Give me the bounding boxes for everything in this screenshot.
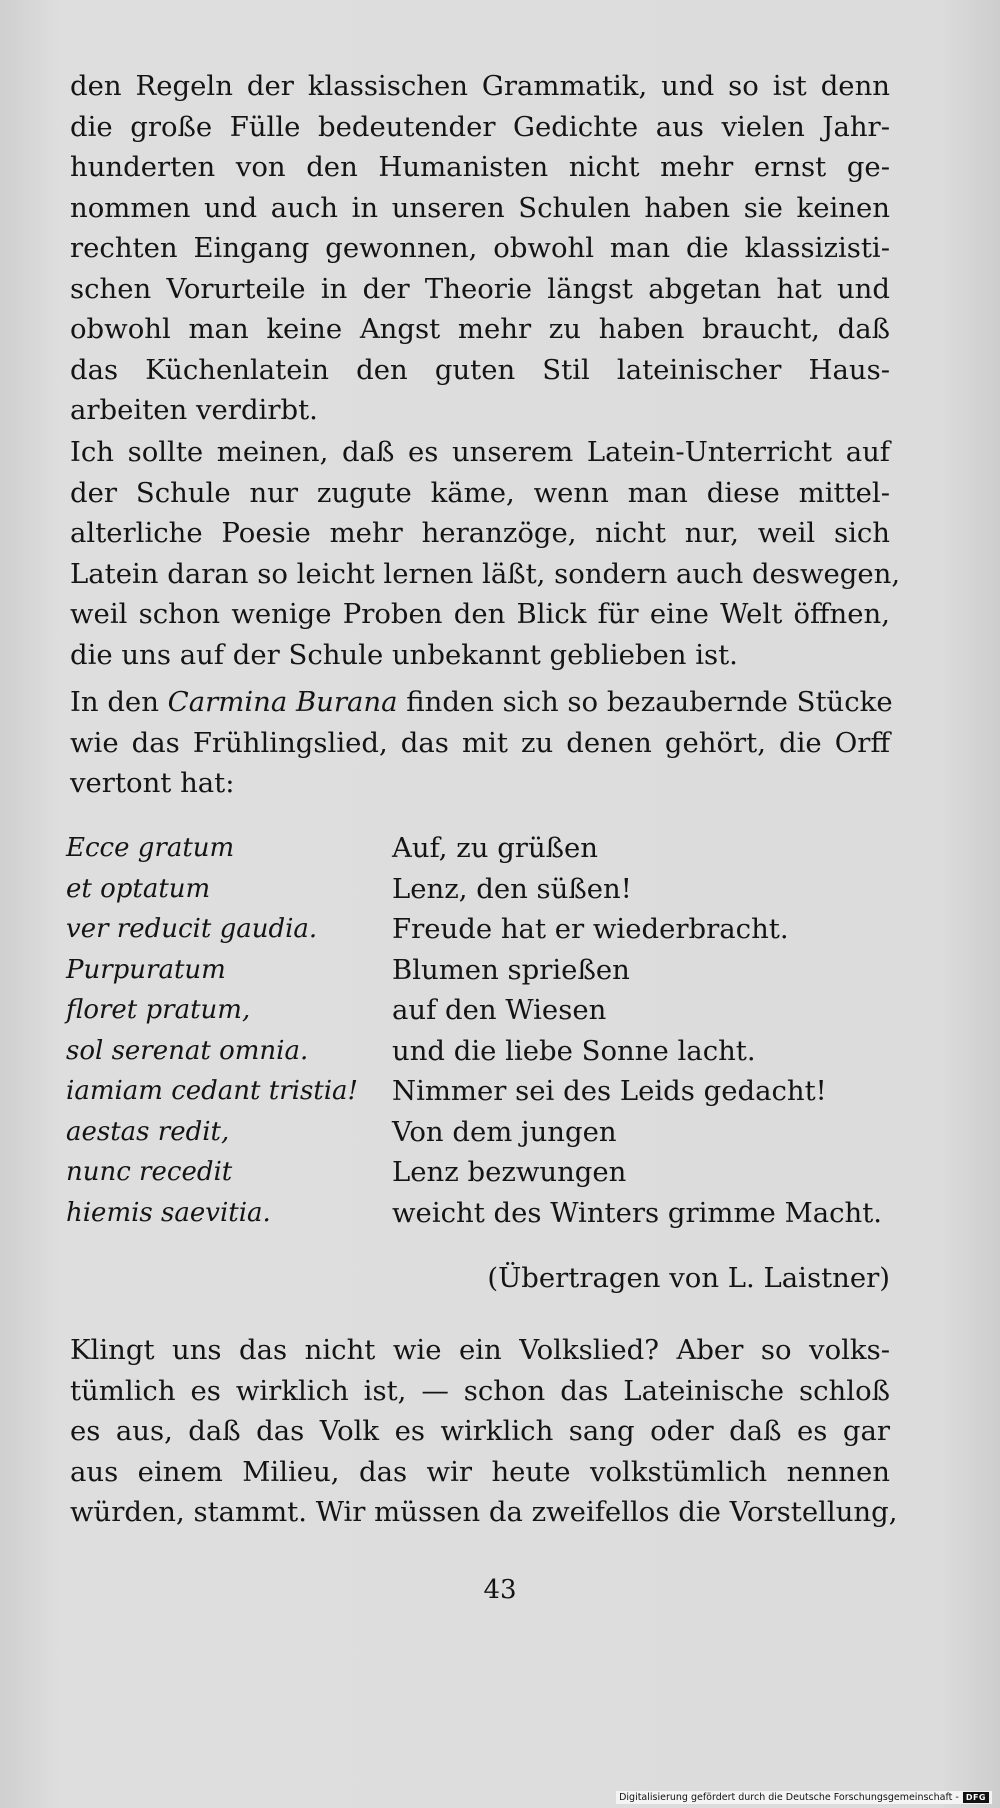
dfg-logo-icon: DFG [963,1792,989,1803]
text-line: arbeiten verdirbt. [70,394,318,426]
text-line: es aus, daß das Volk es wirklich sang oder daß es gar [70,1415,890,1447]
german-verse: Von dem jungen [392,1115,617,1148]
text-line: tümlich es wirklich ist, — schon das Lateinische schloß [70,1374,890,1407]
latin-verse: et optatum [66,873,211,904]
german-verse: Lenz bezwungen [392,1156,627,1188]
poem-row [66,950,896,991]
text-line: rechten Eingang gewonnen, obwohl man die klassizisti- [70,232,890,264]
poem-row [66,869,896,910]
poem-row [66,1193,896,1234]
latin-verse: sol serenat omnia. [66,1035,309,1066]
poem-row [66,909,896,950]
translation-attribution: (Übertragen von L. Laistner) [487,1262,890,1294]
latin-verse: floret pratum, [66,995,251,1025]
german-verse: Blumen sprießen [392,953,630,986]
paragraph-4 [70,1330,898,1533]
poem-row [66,1152,896,1193]
text-line: Ich sollte meinen, daß es unserem Latein-Unterricht auf [70,436,890,468]
digitization-footer [616,1791,992,1804]
text-line: Klingt uns das nicht wie ein Volkslied? Aber so volks- [70,1334,890,1366]
poem-row [66,828,896,869]
text-line: der Schule nur zugute käme, wenn man diese mittel- [70,476,890,509]
latin-verse: aestas redit, [66,1116,230,1147]
text-line: würden, stammt. Wir müssen da zweifellos die Vorstellung, [70,1496,898,1528]
text-line: aus einem Milieu, das wir heute volkstümlich nennen [70,1455,890,1488]
poem-row [66,1071,896,1112]
text-line: das Küchenlatein den guten Stil lateinischer Haus- [70,353,890,386]
text-line: wie das Frühlingslied, das mit zu denen gehört, die Orff [70,726,890,759]
german-verse: Freude hat er wiederbracht. [392,913,789,945]
text-line: die große Fülle bedeutender Gedichte aus vielen Jahr- [70,110,890,143]
poem-row [66,990,896,1031]
text-fragment: finden sich so bezaubernde Stücke [397,686,893,718]
german-verse: und die liebe Sonne lacht. [392,1034,756,1067]
latin-verse: iamiam cedant tristia! [66,1076,359,1106]
latin-verse: hiemis saevitia. [66,1197,271,1228]
text-line: Latein daran so leicht lernen läßt, sondern auch deswegen, [70,557,901,590]
latin-verse: nunc recedit [66,1157,233,1187]
poem-row [66,1112,896,1153]
text-line: den Regeln der klassischen Grammatik, und so ist denn [70,70,890,102]
latin-verse: Purpuratum [66,954,226,985]
paragraph-1 [70,66,890,431]
work-title: Carmina Burana [167,686,398,718]
text-line: weil schon wenige Proben den Blick für eine Welt öffnen, [70,598,890,630]
german-verse: Nimmer sei des Leids gedacht! [392,1075,827,1107]
text-line [70,682,893,723]
german-verse: weicht des Winters grimme Macht. [392,1196,883,1229]
paragraph-3 [70,682,893,804]
paragraph-2 [70,432,901,675]
latin-verse: Ecce gratum [66,833,235,863]
latin-verse: ver reducit gaudia. [66,914,318,944]
text-line: alterliche Poesie mehr heranzöge, nicht nur, weil sich [70,517,890,549]
poem-row [66,1031,896,1072]
text-line: schen Vorurteile in der Theorie längst abgetan hat und [70,272,890,305]
text-line: die uns auf der Schule unbekannt geblieben ist. [70,638,738,671]
text-fragment: In den [70,686,168,718]
text-line: hunderten von den Humanisten nicht mehr ernst ge- [70,151,890,183]
page-number: 43 [483,1575,517,1605]
german-verse: auf den Wiesen [392,994,607,1026]
poem-table [66,828,896,1233]
footer-text: Digitalisierung gefördert durch die Deutsche Forschungsgemeinschaft - [619,1792,959,1803]
text-line: nommen und auch in unseren Schulen haben sie keinen [70,191,890,224]
german-verse: Lenz, den süßen! [392,872,632,905]
text-line: vertont hat: [70,767,235,799]
text-line: obwohl man keine Angst mehr zu haben braucht, daß [70,313,890,345]
german-verse: Auf, zu grüßen [392,832,599,864]
